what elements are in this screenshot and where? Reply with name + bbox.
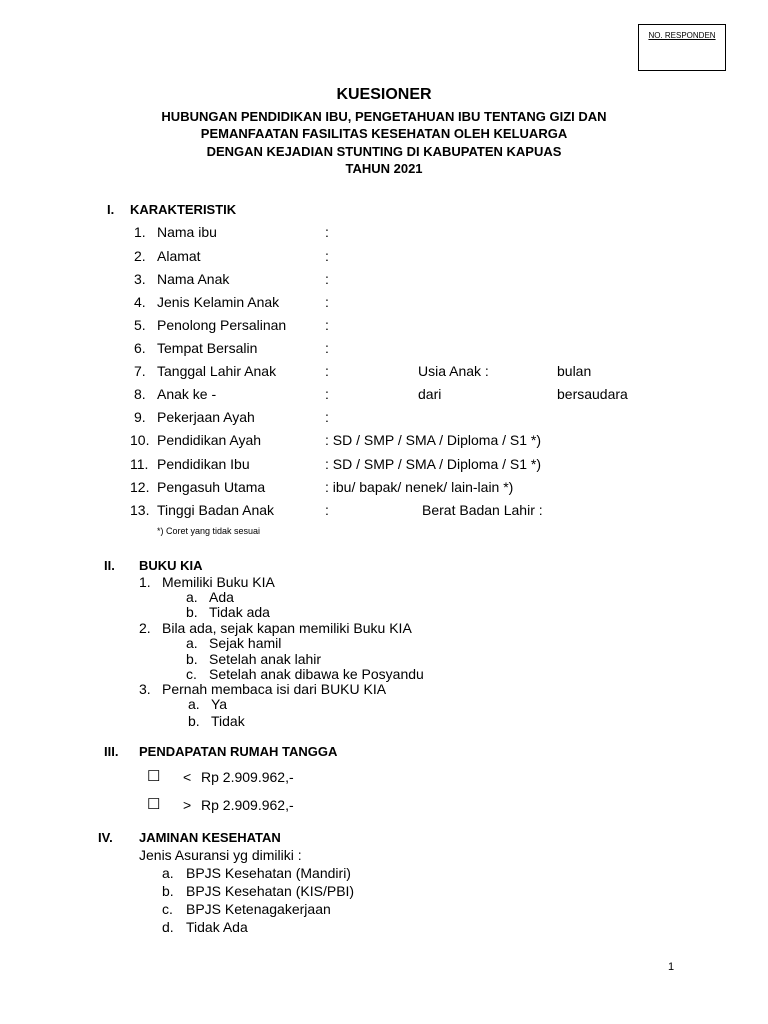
item-number: 1. [134, 224, 146, 240]
item-label: Tempat Bersalin [157, 340, 258, 356]
item-separator: : [325, 248, 329, 264]
insurance-intro: Jenis Asuransi yg dimiliki : [139, 847, 302, 863]
section-2-number: II. [104, 558, 115, 573]
item-label: Nama Anak [157, 271, 230, 287]
item-separator: : [325, 224, 329, 240]
item-number: 11. [130, 456, 149, 472]
income-checkbox[interactable]: ☐ [147, 768, 161, 785]
responden-number-label: NO. RESPONDEN [648, 31, 716, 40]
item-separator: : [325, 386, 329, 402]
item-separator: : [325, 502, 329, 518]
income-comparator: > [183, 797, 192, 813]
income-amount: Rp 2.909.962,- [201, 769, 294, 785]
sibling-unit: bersaudara [557, 386, 628, 402]
option-text: BPJS Kesehatan (KIS/PBI) [186, 883, 355, 899]
item-label: Tanggal Lahir Anak [157, 363, 277, 379]
item-separator: : [325, 340, 329, 356]
option-letter: a. [162, 865, 174, 881]
item-label: Jenis Kelamin Anak [157, 294, 280, 310]
child-age-label: Usia Anak : [418, 363, 489, 379]
option-letter: c. [186, 666, 197, 682]
item-number: 13. [130, 502, 150, 518]
option-letter: a. [186, 635, 198, 651]
option-letter: c. [162, 901, 173, 917]
responden-number-box [638, 24, 726, 71]
subtitle-line-1: HUBUNGAN PENDIDIKAN IBU, PENGETAHUAN IBU TENTANG GIZI DAN [161, 109, 607, 124]
footnote: *) Coret yang tidak sesuai [157, 526, 261, 536]
option-text: Ada [209, 589, 234, 605]
item-label: Pengasuh Utama [157, 479, 266, 495]
option-letter: b. [188, 713, 200, 729]
item-label: Anak ke - [157, 386, 217, 402]
subtitle-line-4: TAHUN 2021 [345, 161, 423, 176]
question-text: Memiliki Buku KIA [162, 574, 275, 590]
option-letter: b. [186, 651, 198, 667]
income-amount: Rp 2.909.962,- [201, 797, 294, 813]
option-text: Setelah anak dibawa ke Posyandu [209, 666, 424, 682]
option-text: Ya [211, 696, 228, 712]
document-title: KUESIONER [336, 86, 432, 103]
item-separator: : [325, 271, 329, 287]
item-label: Nama ibu [157, 224, 217, 240]
child-age-unit: bulan [557, 363, 592, 379]
question-number: 1. [139, 574, 151, 590]
item-label: Pendidikan Ayah [157, 432, 262, 448]
item-label: Tinggi Badan Anak [157, 502, 275, 518]
item-number: 8. [134, 386, 146, 402]
section-2-title: BUKU KIA [139, 558, 203, 573]
item-number: 3. [134, 271, 146, 287]
item-number: 6. [134, 340, 146, 356]
question-number: 3. [139, 681, 151, 697]
question-text: Pernah membaca isi dari BUKU KIA [162, 681, 387, 697]
item-number: 2. [134, 248, 146, 264]
option-text: BPJS Ketenagakerjaan [186, 901, 331, 917]
item-separator: : [325, 317, 329, 333]
item-label: Pendidikan Ibu [157, 456, 250, 472]
item-number: 5. [134, 317, 146, 333]
subtitle-line-3: DENGAN KEJADIAN STUNTING DI KABUPATEN KAPUAS [206, 144, 562, 159]
birth-weight-label: Berat Badan Lahir : [422, 502, 543, 518]
option-letter: b. [162, 883, 174, 899]
section-4-number: IV. [98, 830, 113, 845]
option-letter: a. [186, 589, 198, 605]
item-number: 10. [130, 432, 150, 448]
section-4-title: JAMINAN KESEHATAN [139, 830, 281, 845]
item-number: 7. [134, 363, 146, 379]
option-letter: d. [162, 919, 174, 935]
item-separator: : [325, 363, 329, 379]
item-separator: : [325, 294, 329, 310]
item-number: 12. [130, 479, 150, 495]
option-letter: a. [188, 696, 200, 712]
income-comparator: < [183, 769, 192, 785]
section-1-title: KARAKTERISTIK [130, 202, 237, 217]
option-text: Setelah anak lahir [209, 651, 322, 667]
item-number: 4. [134, 294, 146, 310]
question-number: 2. [139, 620, 151, 636]
section-3-number: III. [104, 744, 119, 759]
item-number: 9. [134, 409, 146, 425]
item-label: Penolong Persalinan [157, 317, 287, 333]
option-text: Tidak ada [209, 604, 270, 620]
item-label: Alamat [157, 248, 201, 264]
option-text: Sejak hamil [209, 635, 282, 651]
option-text: Tidak [211, 713, 245, 729]
section-3-title: PENDAPATAN RUMAH TANGGA [139, 744, 338, 759]
item-separator: : [325, 409, 329, 425]
option-text: BPJS Kesehatan (Mandiri) [186, 865, 351, 881]
section-1-number: I. [107, 202, 115, 217]
item-label: Pekerjaan Ayah [157, 409, 255, 425]
sibling-of-label: dari [418, 386, 442, 402]
item-options: : SD / SMP / SMA / Diploma / S1 *) [325, 432, 542, 448]
item-options: : ibu/ bapak/ nenek/ lain-lain *) [325, 479, 514, 495]
subtitle-line-2: PEMANFAATAN FASILITAS KESEHATAN OLEH KELUARGA [200, 126, 568, 141]
question-text: Bila ada, sejak kapan memiliki Buku KIA [162, 620, 412, 636]
option-letter: b. [186, 604, 198, 620]
item-options: : SD / SMP / SMA / Diploma / S1 *) [325, 456, 542, 472]
option-text: Tidak Ada [186, 919, 248, 935]
page-number: 1 [668, 961, 675, 973]
income-checkbox[interactable]: ☐ [147, 796, 161, 813]
